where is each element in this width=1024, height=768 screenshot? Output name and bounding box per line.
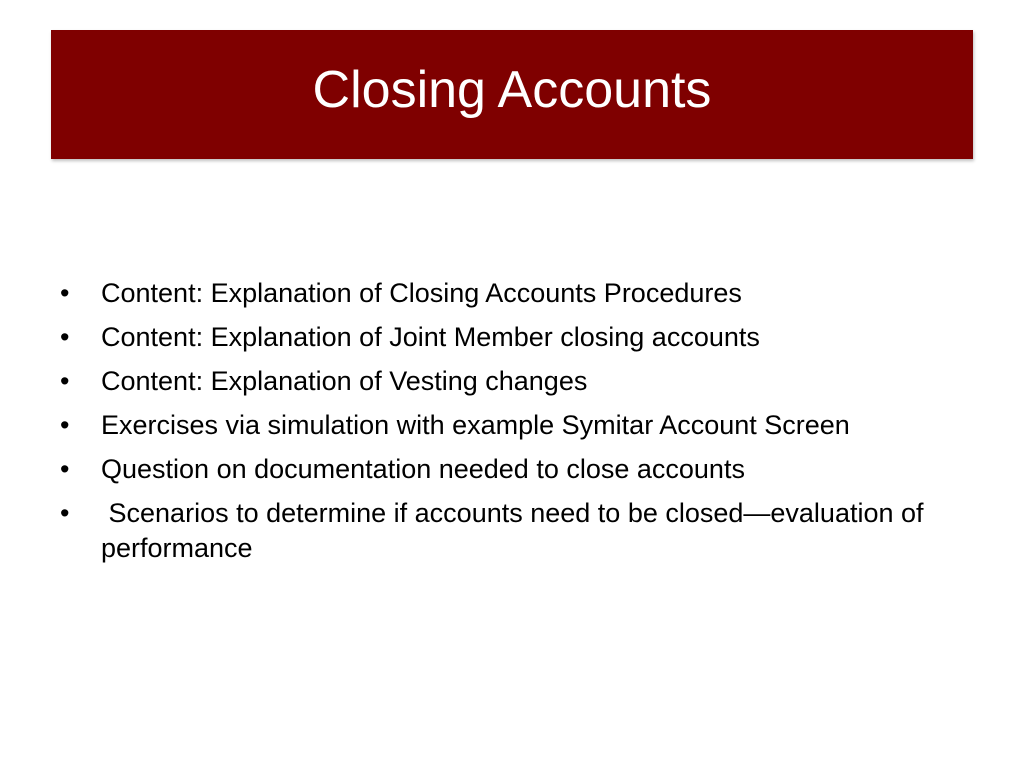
bullet-text: Scenarios to determine if accounts need to be closed—evaluation of performance bbox=[101, 498, 932, 563]
bullet-marker: • bbox=[60, 322, 70, 352]
bullet-text: Content: Explanation of Closing Accounts Procedures bbox=[101, 278, 742, 308]
title-banner bbox=[51, 30, 973, 159]
slide-title: Closing Accounts bbox=[312, 60, 712, 119]
bullet-item bbox=[60, 320, 960, 355]
bullet-text: Question on documentation needed to close accounts bbox=[101, 454, 745, 484]
bullet-marker: • bbox=[60, 366, 70, 396]
bullet-item bbox=[60, 276, 960, 311]
bullet-item bbox=[60, 408, 960, 443]
bullet-item bbox=[60, 496, 960, 566]
bullet-marker: • bbox=[60, 278, 70, 308]
bullet-list bbox=[60, 276, 960, 575]
bullet-text: Exercises via simulation with example Symitar Account Screen bbox=[101, 410, 850, 440]
bullet-marker: • bbox=[60, 498, 70, 528]
bullet-text: Content: Explanation of Vesting changes bbox=[101, 366, 588, 396]
bullet-marker: • bbox=[60, 454, 70, 484]
bullet-text: Content: Explanation of Joint Member closing accounts bbox=[101, 322, 760, 352]
bullet-item bbox=[60, 452, 960, 487]
bullet-marker: • bbox=[60, 410, 70, 440]
bullet-item bbox=[60, 364, 960, 399]
